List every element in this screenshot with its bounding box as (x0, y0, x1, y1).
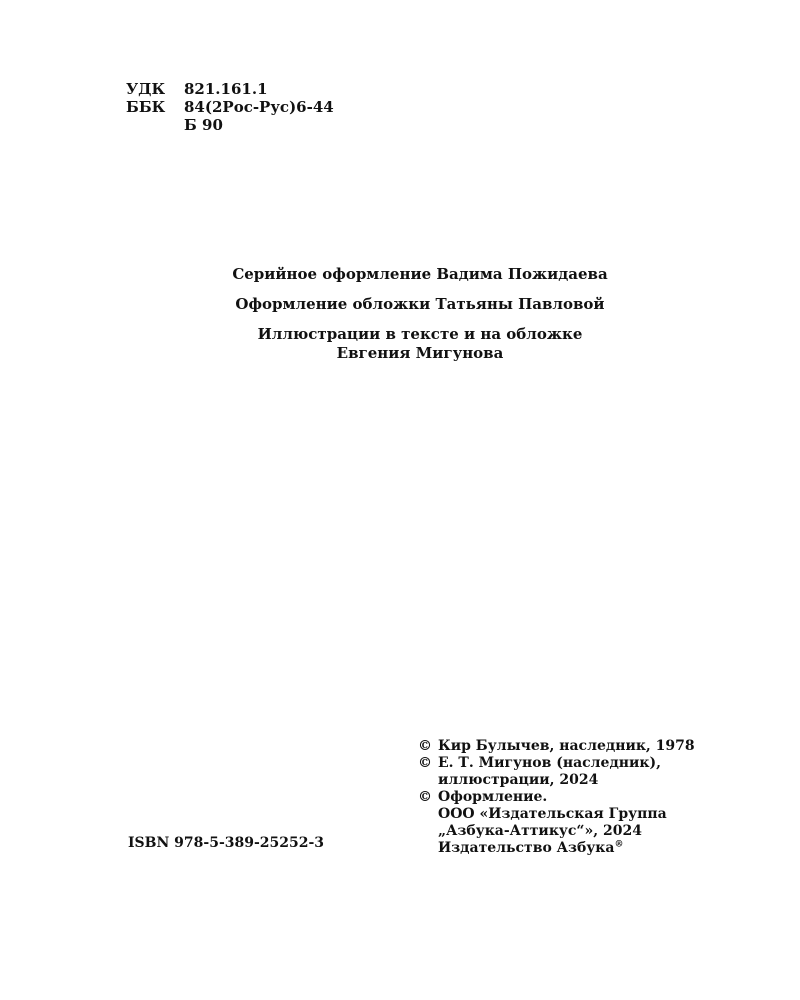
copyright-line: иллюстрации, 2024 (438, 772, 599, 788)
illustrations-credit-line2: Евгения Мигунова (336, 344, 504, 362)
bbk-row (126, 98, 334, 116)
copyright-line: Оформление. (438, 789, 548, 805)
copyright-symbol: © (418, 738, 432, 754)
series-design-credit: Серийное оформление Вадима Пожидаева (232, 265, 608, 283)
udk-label: УДК (126, 79, 166, 98)
copyright-line-publisher (438, 840, 667, 857)
publisher-name: Издательство Азбука (438, 840, 615, 856)
bbk-label: ББК (126, 97, 166, 116)
copyright-symbol: © (418, 755, 432, 771)
copyright-symbol: © (418, 789, 432, 805)
copyright-line: Е. Т. Мигунов (наследник), (438, 755, 662, 771)
udk-row (126, 80, 334, 98)
registered-mark: ® (614, 839, 624, 850)
credits-block (0, 265, 800, 363)
copyright-line: ООО «Издательская Группа (438, 806, 667, 822)
copyright-line: „Азбука-Аттикус“», 2024 (438, 823, 642, 839)
udk-value: 821.161.1 (184, 79, 268, 98)
author-mark: Б 90 (184, 115, 223, 134)
copyright-block (418, 738, 758, 857)
illustrations-credit-line1: Иллюстрации в тексте и на обложке (257, 325, 583, 343)
copyright-line: Кир Булычев, наследник, 1978 (438, 738, 695, 754)
cover-design-credit: Оформление обложки Татьяны Павловой (235, 295, 605, 313)
copyright-entry (418, 789, 758, 857)
classification-block (126, 80, 334, 134)
author-mark-row (126, 116, 334, 134)
copyright-entry (418, 755, 758, 789)
bbk-value: 84(2Рос-Рус)6-44 (184, 97, 334, 116)
isbn: ISBN 978-5-389-25252-3 (128, 835, 325, 851)
copyright-entry (418, 738, 758, 755)
